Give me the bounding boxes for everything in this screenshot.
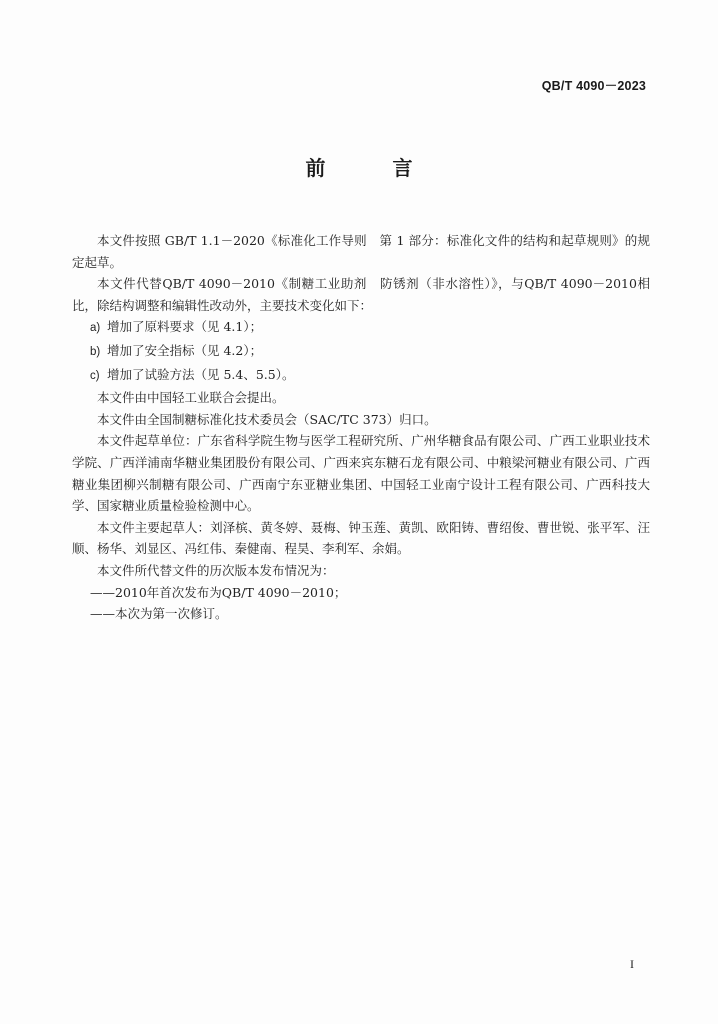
change-item bbox=[72, 316, 650, 340]
paragraph-drafters: 本文件主要起草人：刘泽槟、黄冬婷、聂梅、钟玉莲、黄凯、欧阳铸、曹绍俊、曹世锐、张平军、汪顺、杨华、刘显区、冯红伟、秦健南、程昊、李利军、余娟。 bbox=[72, 519, 650, 557]
change-item-mark: c) bbox=[90, 369, 100, 382]
change-item-mark: b) bbox=[90, 345, 101, 358]
change-item-mark: a) bbox=[90, 322, 101, 335]
change-item-text: 增加了安全指标（见 4.2）； bbox=[107, 342, 263, 358]
paragraph-drafting-units: 本文件起草单位：广东省科学院生物与医学工程研究所、广州华糖食品有限公司、广西工业职业技术学院、广西洋浦南华糖业集团股份有限公司、广西来宾东糖石龙有限公司、中粮梁河糖业有限公司、广西糖业集团柳兴制糖有限公司、广西南宁东亚糖业集团、中国轻工业南宁设计工程有限公司、广西科技大学、国家糖业质量检验检测中心。 bbox=[72, 433, 650, 514]
page-title: 前 言 bbox=[305, 156, 443, 180]
history-item: ——2010年首次发布为QB/T 4090－2010； bbox=[90, 584, 347, 600]
paragraph-replacement: 本文件代替QB/T 4090－2010《制糖工业助剂 防锈剂（非水溶性）》，与QB/T 4090－2010相比，除结构调整和编辑性改动外，主要技术变化如下： bbox=[72, 276, 650, 313]
history-item: ——本次为第一次修订。 bbox=[90, 606, 228, 622]
change-item bbox=[72, 364, 650, 388]
change-item-text: 增加了试验方法（见 5.4、5.5）。 bbox=[107, 366, 295, 382]
paragraph-history-intro: 本文件所代替文件的历次版本发布情况为： bbox=[97, 562, 335, 578]
document-code: QB/T 4090－2023 bbox=[541, 79, 646, 93]
change-item-text: 增加了原料要求（见 4.1）； bbox=[107, 319, 263, 335]
foreword-body bbox=[72, 230, 650, 625]
page-number: I bbox=[630, 957, 634, 971]
paragraph-drafting-rules: 本文件按照 GB/T 1.1－2020《标准化工作导则 第 1 部分：标准化文件的结构和起草规则》的规定起草。 bbox=[72, 233, 650, 270]
paragraph-committee: 本文件由全国制糖标准化技术委员会（SAC/TC 373）归口。 bbox=[97, 411, 437, 427]
paragraph-proposer: 本文件由中国轻工业联合会提出。 bbox=[97, 390, 285, 406]
change-item bbox=[72, 340, 650, 364]
